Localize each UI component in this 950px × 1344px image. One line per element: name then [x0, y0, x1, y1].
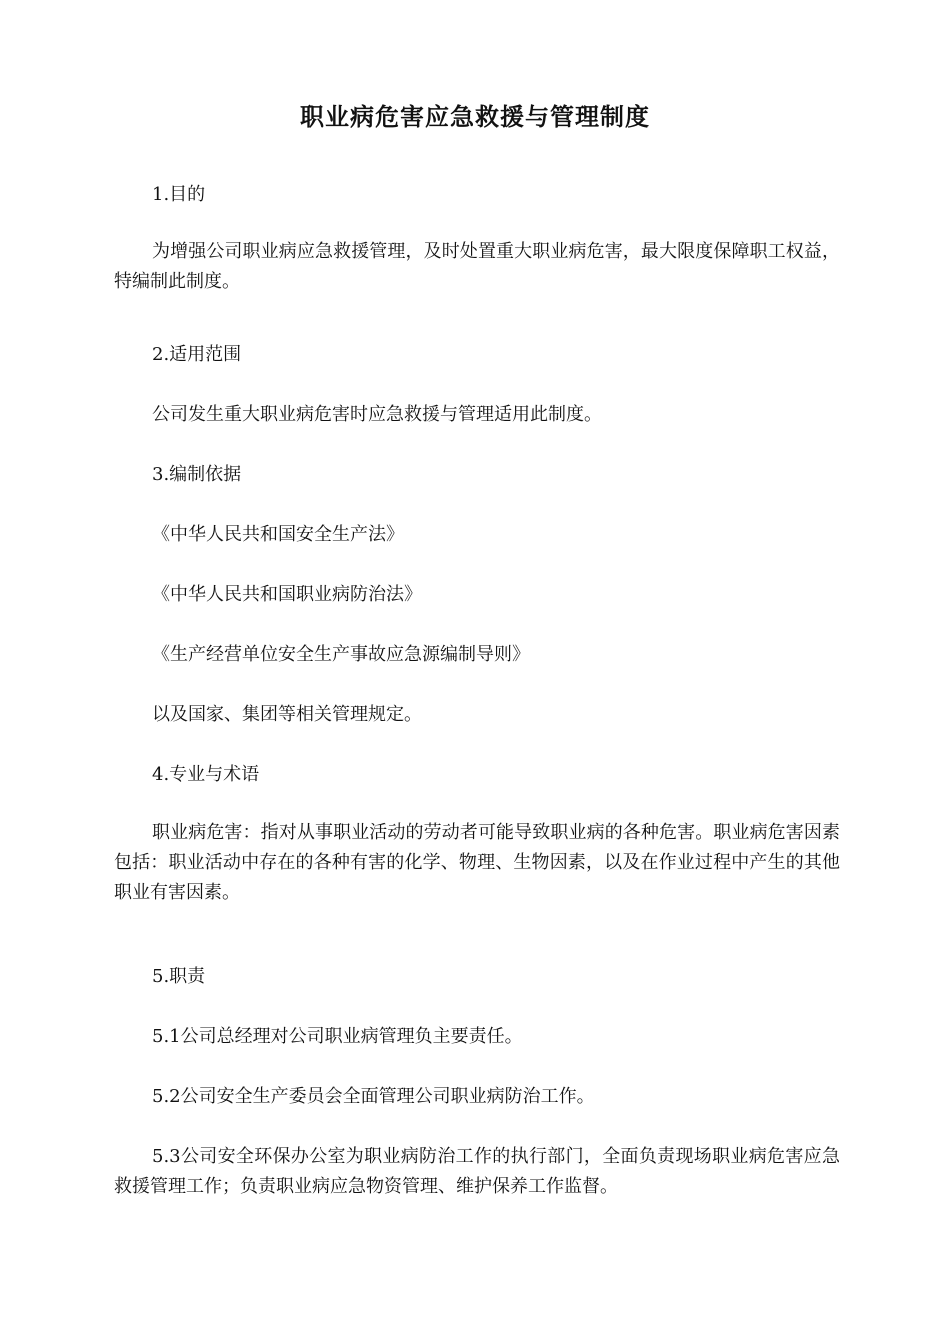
duty-item-5-2: 5.2公司安全生产委员会全面管理公司职业病防治工作。 [152, 1086, 595, 1107]
paragraph-terms: 职业病危害：指对从事职业活动的劳动者可能导致职业病的各种危害。职业病危害因素包括：职业活动中存在的各种有害的化学、物理、生物因素，以及在作业过程中产生的其他职业有害因素。 [114, 822, 840, 903]
section-heading-scope: 2.适用范围 [152, 344, 242, 365]
basis-item-safety-law: 《中华人民共和国安全生产法》 [152, 524, 404, 545]
paragraph-scope: 公司发生重大职业病危害时应急救援与管理适用此制度。 [152, 404, 602, 425]
section-heading-terms: 4.专业与术语 [152, 764, 260, 785]
basis-item-disease-law: 《中华人民共和国职业病防治法》 [152, 584, 422, 605]
section-heading-basis: 3.编制依据 [152, 464, 242, 485]
document-title: 职业病危害应急救援与管理制度 [300, 103, 650, 131]
paragraph-purpose: 为增强公司职业病应急救援管理，及时处置重大职业病危害，最大限度保障职工权益，特编制此制度。 [114, 241, 840, 292]
basis-item-guideline: 《生产经营单位安全生产事故应急源编制导则》 [152, 644, 530, 665]
duty-item-5-1: 5.1公司总经理对公司职业病管理负主要责任。 [152, 1026, 523, 1047]
duty-item-5-3: 5.3公司安全环保办公室为职业病防治工作的执行部门，全面负责现场职业病危害应急救援管理工作；负责职业病应急物资管理、维护保养工作监督。 [114, 1146, 840, 1197]
basis-item-regulations: 以及国家、集团等相关管理规定。 [152, 704, 422, 725]
section-heading-purpose: 1.目的 [152, 184, 206, 205]
section-heading-duties: 5.职责 [152, 966, 206, 987]
